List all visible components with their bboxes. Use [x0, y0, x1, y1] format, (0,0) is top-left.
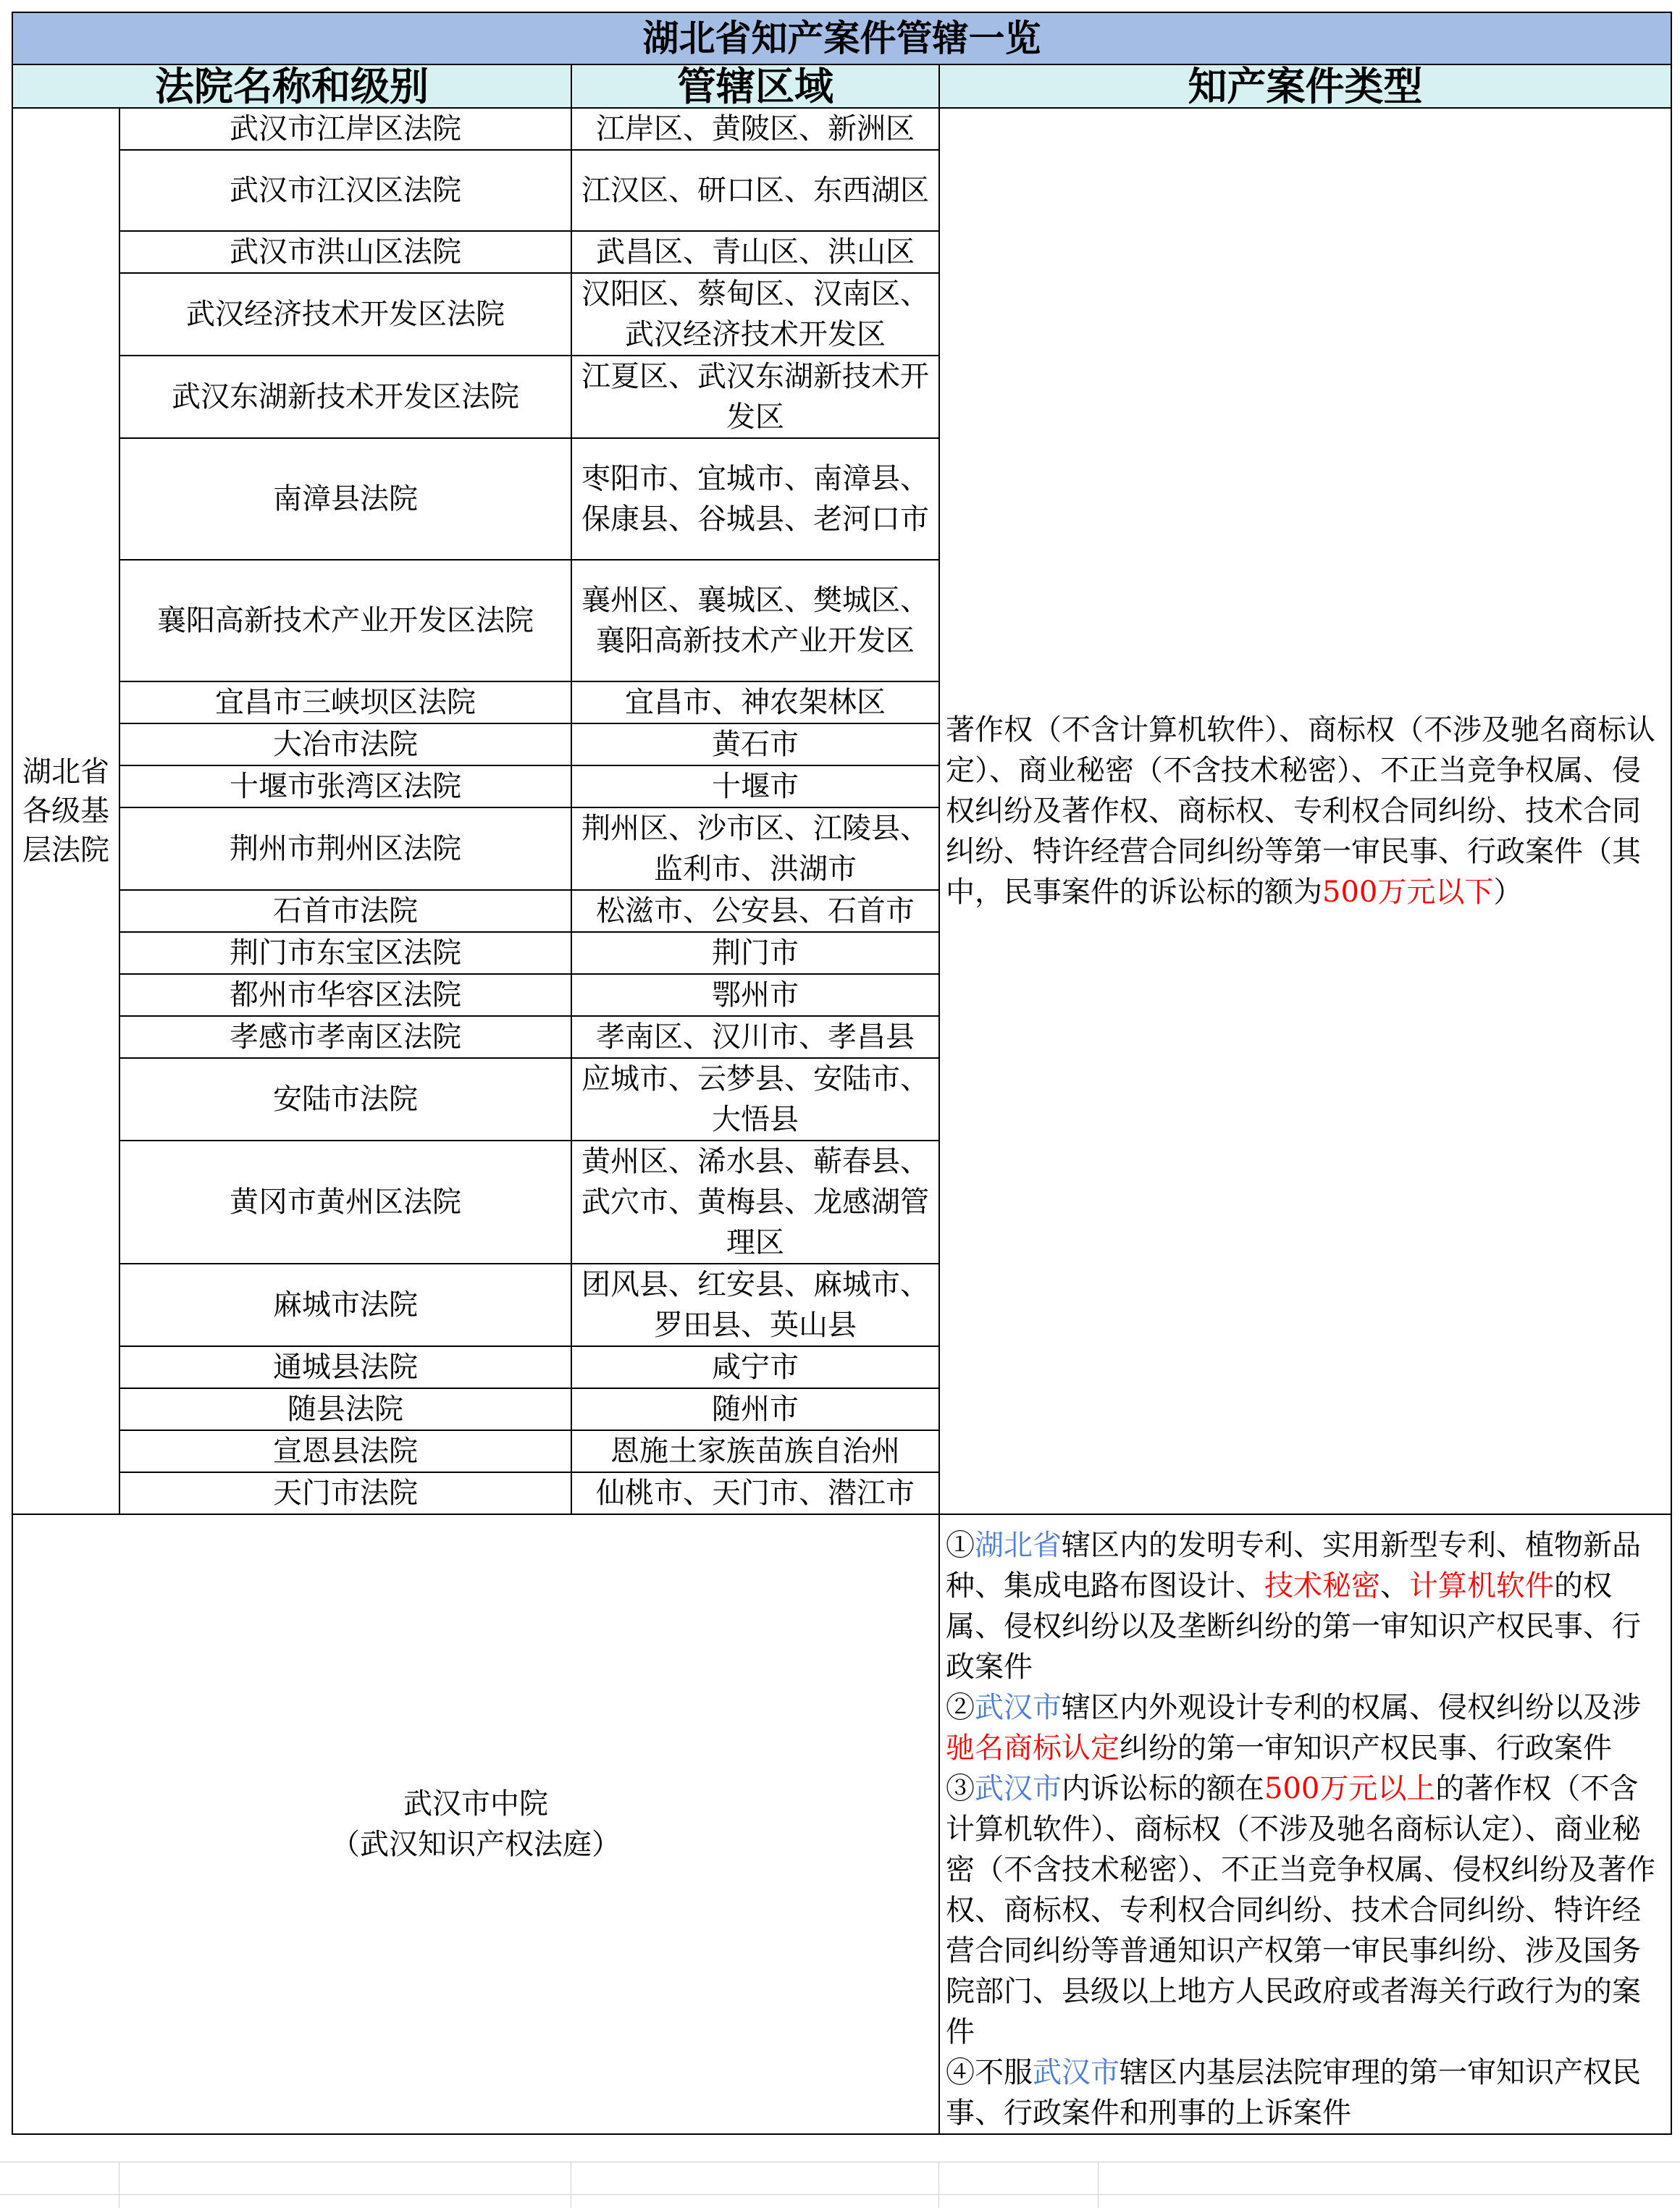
court-name: 十堰市张湾区法院: [119, 765, 571, 807]
court-group-label: 湖北省各级基层法院: [12, 108, 119, 1514]
sheet-gridline: [0, 2194, 1680, 2195]
court-name: 随县法院: [119, 1388, 571, 1430]
court-name: 孝感市孝南区法院: [119, 1016, 571, 1058]
court-district: 团风县、红安县、麻城市、罗田县、英山县: [571, 1264, 939, 1346]
court-name: 武汉市江岸区法院: [119, 108, 571, 150]
intermediate-case-types: [939, 1514, 1671, 2134]
court-district: 枣阳市、宜城市、南漳县、保康县、谷城县、老河口市: [571, 438, 939, 560]
court-district: 鄂州市: [571, 974, 939, 1016]
jurisdiction-table: [12, 12, 1672, 2135]
intermediate-court-name: [12, 1514, 939, 2134]
court-district: 武昌区、青山区、洪山区: [571, 231, 939, 273]
court-district: 江夏区、武汉东湖新技术开发区: [571, 356, 939, 438]
court-district: 咸宁市: [571, 1346, 939, 1388]
basic-case-types-text: 著作权（不含计算机软件）、商标权（不涉及驰名商标认定）、商业秘密（不含技术秘密）、不正当竞争权属、侵权纠纷及著作权、商标权、专利权合同纠纷、技术合同纠纷、特许经营合同纠纷等第一审民事、行政案件（其中，民事案件的诉讼标的额为: [946, 713, 1655, 909]
sheet-gridline: [938, 2162, 939, 2208]
court-district: 随州市: [571, 1388, 939, 1430]
intermediate-court-name-line1: 武汉市中院: [403, 1787, 548, 1821]
court-name: 襄阳高新技术产业开发区法院: [119, 560, 571, 681]
court-name: 宜昌市三峡坝区法院: [119, 681, 571, 723]
case-item-4: ④不服武汉市辖区内基层法院审理的第一审知识产权民事、行政案件和刑事的上诉案件: [946, 2056, 1641, 2130]
title-row: [12, 12, 1671, 64]
court-name: 南漳县法院: [119, 438, 571, 560]
region-wuhan: 武汉市: [975, 1691, 1062, 1724]
region-wuhan: 武汉市: [1033, 2056, 1120, 2089]
header-row: [12, 64, 1671, 108]
intermediate-court-name-line2: （武汉知识产权法庭）: [331, 1828, 621, 1861]
amount-threshold: 500万元以下: [1322, 876, 1494, 909]
court-name: 大冶市法院: [119, 723, 571, 765]
court-district: 十堰市: [571, 765, 939, 807]
court-row: [12, 108, 1671, 150]
court-district: 仙桃市、天门市、潜江市: [571, 1472, 939, 1514]
court-district: 恩施土家族苗族自治州: [571, 1430, 939, 1472]
court-district: 孝南区、汉川市、孝昌县: [571, 1016, 939, 1058]
court-district: 应城市、云梦县、安陆市、大悟县: [571, 1058, 939, 1141]
header-district: 管辖区域: [571, 64, 939, 108]
header-case-type: 知产案件类型: [939, 64, 1671, 108]
intermediate-court-row: [12, 1514, 1671, 2134]
case-item-1: ①湖北省辖区内的发明专利、实用新型专利、植物新品种、集成电路布图设计、技术秘密、计算机软件的权属、侵权纠纷以及垄断纠纷的第一审知识产权民事、行政案件: [946, 1529, 1641, 1684]
court-district: 汉阳区、蔡甸区、汉南区、武汉经济技术开发区: [571, 273, 939, 356]
case-item-3: ③武汉市内诉讼标的额在500万元以上的著作权（不含计算机软件）、商标权（不涉及驰名商标认定）、商业秘密（不含技术秘密）、不正当竞争权属、侵权纠纷及著作权、商标权、专利权合同纠纷、技术合同纠纷、特许经营合同纠纷等普通知识产权第一审民事纠纷、涉及国务院部门、县级以上地方人民政府或者海关行政行为的案件: [946, 1772, 1655, 2049]
court-district: 宜昌市、神农架林区: [571, 681, 939, 723]
court-name: 宣恩县法院: [119, 1430, 571, 1472]
court-district: 江岸区、黄陂区、新洲区: [571, 108, 939, 150]
court-name: 荆州市荆州区法院: [119, 807, 571, 890]
court-name: 安陆市法院: [119, 1058, 571, 1141]
court-name: 荆门市东宝区法院: [119, 932, 571, 974]
court-name: 天门市法院: [119, 1472, 571, 1514]
court-district: 襄州区、襄城区、樊城区、襄阳高新技术产业开发区: [571, 560, 939, 681]
case-item-2: ②武汉市辖区内外观设计专利的权属、侵权纠纷以及涉驰名商标认定纠纷的第一审知识产权民事、行政案件: [946, 1691, 1641, 1765]
basic-case-types-end: ）: [1493, 876, 1523, 909]
court-name: 麻城市法院: [119, 1264, 571, 1346]
sheet-gridline: [1098, 2162, 1099, 2208]
court-district: 荆州区、沙市区、江陵县、监利市、洪湖市: [571, 807, 939, 890]
court-district: 松滋市、公安县、石首市: [571, 890, 939, 932]
region-hubei: 湖北省: [975, 1529, 1062, 1562]
court-name: 石首市法院: [119, 890, 571, 932]
court-name: 通城县法院: [119, 1346, 571, 1388]
court-name: 武汉东湖新技术开发区法院: [119, 356, 571, 438]
table-title: 湖北省知产案件管辖一览: [12, 12, 1671, 64]
court-district: 黄州区、浠水县、蕲春县、武穴市、黄梅县、龙感湖管理区: [571, 1141, 939, 1264]
court-name: 武汉经济技术开发区法院: [119, 273, 571, 356]
court-district: 江汉区、研口区、东西湖区: [571, 150, 939, 231]
header-court: 法院名称和级别: [12, 64, 571, 108]
court-name: 武汉市江汉区法院: [119, 150, 571, 231]
court-name: 都州市华容区法院: [119, 974, 571, 1016]
basic-case-types: [939, 108, 1671, 1514]
region-wuhan: 武汉市: [975, 1772, 1062, 1805]
court-name: 武汉市洪山区法院: [119, 231, 571, 273]
court-district: 荆门市: [571, 932, 939, 974]
court-district: 黄石市: [571, 723, 939, 765]
court-name: 黄冈市黄州区法院: [119, 1141, 571, 1264]
